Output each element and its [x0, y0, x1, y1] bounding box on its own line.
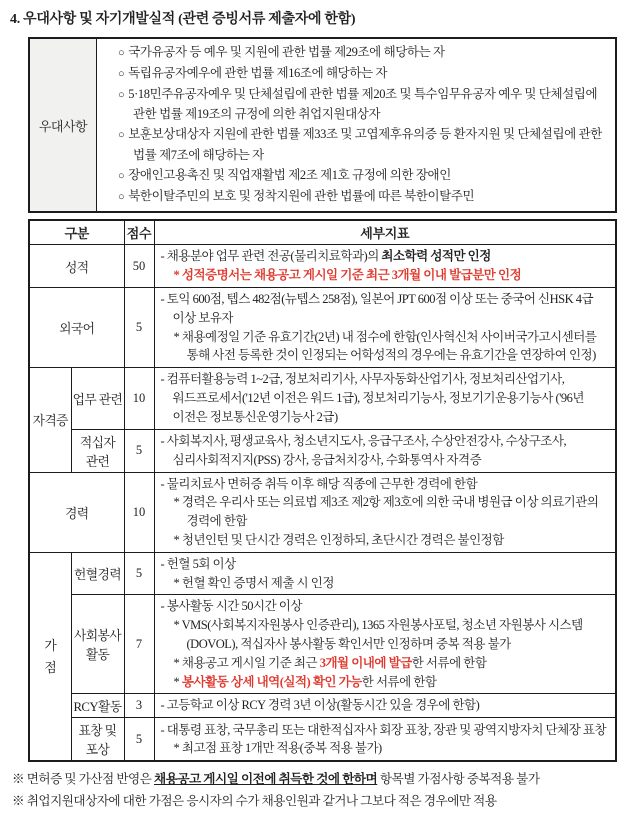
row-language-category: 외국어 — [29, 287, 124, 367]
row-cert-redcross-score: 5 — [124, 429, 154, 472]
plain-text: - 고등학교 이상 RCY 경력 3년 이상(활동시간 있을 경우에 한함) — [160, 698, 480, 713]
emphasized-text: 채용공고 게시일 이전에 취득한 것에 한하며 — [154, 772, 378, 787]
header-category: 구분 — [29, 220, 124, 245]
row-grade — [29, 245, 616, 288]
circle-bullet-icon: ○ — [118, 129, 125, 142]
row-award-score: 5 — [124, 718, 154, 762]
plain-text: * — [173, 674, 182, 689]
row-career-detail — [154, 472, 616, 552]
plain-text: - 사회복지사, 평생교육사, 청소년지도사, 응급구조사, 수상안전강사, 수상구조사, 심리사회적지지(PSS) 강사, 응급처치강사, 수화통역사 자격증 — [160, 433, 567, 467]
plain-text: - 봉사활동 시간 50시간 이상 — [160, 599, 302, 614]
plain-text: - 채용분야 업무 관련 전공(물리치료학과)의 — [160, 249, 382, 264]
text-line — [161, 555, 612, 574]
preference-item — [103, 166, 610, 187]
row-language — [29, 287, 616, 367]
plain-text: * 최고점 표창 1개만 적용(중복 적용 불가) — [173, 741, 382, 756]
plain-text: * 채용공고 게시일 기준 최근 — [173, 655, 320, 670]
emphasized-text: * 성적증명서는 채용공고 게시일 기준 최근 3개월 이내 발급분만 인정 — [173, 268, 522, 283]
text-line — [12, 791, 617, 813]
row-rcy-detail — [154, 694, 616, 718]
row-cert-redcross — [29, 429, 616, 472]
section-title: 4. 우대사항 및 자기개발실적 (관련 증빙서류 제출자에 한함) — [10, 12, 356, 27]
plain-text: * 청년인턴 및 단시간 경력은 인정하되, 초단시간 경력은 불인정함 — [173, 532, 504, 547]
text-line — [161, 739, 612, 758]
plain-text: - 컴퓨터활용능력 1~2급, 정보처리기사, 사무자동화산업기사, 정보처리산업기사, 워드프로세서('12년 이전은 워드 1급), 정보처리기능사, 정보기기운용기능사 ('96년 이전은 정보통신운영기능사 2급) — [160, 372, 584, 424]
plain-text: - 물리치료사 면허증 취득 이후 해당 직종에 근무한 경력에 한함 — [160, 476, 478, 491]
row-cert-work-detail — [154, 368, 616, 429]
score-table-header-row — [29, 220, 616, 245]
text-line — [161, 531, 612, 550]
text-line — [161, 370, 612, 426]
text-line — [161, 328, 612, 366]
preference-row — [29, 38, 616, 212]
row-cert-redcross-detail — [154, 429, 616, 472]
plain-text: - 토익 600점, 텝스 482점(뉴텝스 258점), 일본어 JPT 600점 이상 또는 중국어 신HSK 4급 이상 보유자 — [160, 291, 594, 325]
preference-item-text: 독립유공자예우에 관한 법률 제16조에 해당하는 자 — [128, 65, 388, 80]
plain-text: 한 서류에 한함 — [361, 674, 437, 689]
preference-item-text: 5·18민주유공자예우 및 단체설립에 관한 법률 제20조 및 특수임무유공자 예우 및 단체설립에 관한 법률 제19조의 규정에 의한 취업지원대상자 — [128, 86, 598, 122]
row-blood-donation-score: 5 — [124, 552, 154, 595]
text-line — [161, 247, 612, 266]
row-cert-work-score: 10 — [124, 368, 154, 429]
row-cert-work — [29, 368, 616, 429]
preference-item-text: 국가유공자 등 예우 및 지원에 관한 법률 제29조에 해당하는 자 — [128, 45, 445, 59]
text-line — [161, 654, 612, 673]
plain-text: - 헌혈 5회 이상 — [160, 556, 236, 571]
preference-item — [103, 43, 610, 64]
text-line — [161, 290, 612, 328]
text-line — [161, 475, 612, 494]
row-career-score: 10 — [124, 472, 154, 552]
preference-item-text: 북한이탈주민의 보호 및 정착지원에 관한 법률에 따른 북한이탈주민 — [128, 188, 475, 203]
row-career — [29, 472, 616, 552]
row-grade-detail — [154, 245, 616, 288]
emphasized-text: 3개월 이내에 발급 — [319, 655, 412, 670]
circle-bullet-icon: ○ — [118, 88, 125, 101]
header-score: 점수 — [124, 220, 154, 245]
circle-bullet-icon: ○ — [118, 67, 125, 80]
row-blood-donation-category: 헌혈경력 — [71, 552, 124, 595]
text-line — [12, 769, 617, 791]
preference-item-text: 장애인고용촉진 및 직업재활법 제2조 제1호 규정에 의한 장애인 — [128, 167, 451, 182]
plain-text: * VMS(사회복지자원봉사 인증관리), 1365 자원봉사포털, 청소년 자원봉사 시스템(DOVOL), 적십자사 봉사활동 확인서만 인정하며 중복 적용 불가 — [173, 618, 583, 651]
row-award-detail — [154, 718, 616, 762]
footnotes — [12, 769, 617, 812]
text-line — [161, 432, 612, 470]
preference-item-text: 보훈보상대상자 지원에 관한 법률 제33조 및 고엽제후유의증 등 환자지원 및 단체설립에 관한 법률 제7조에 해당하는 자 — [128, 127, 602, 162]
text-line — [161, 616, 612, 654]
plain-text: - 대통령 표창, 국무총리 또는 대한적십자사 회장 표창, 장관 및 광역지방자치 단체장 표창 — [160, 722, 607, 737]
header-detail: 세부지표 — [154, 220, 616, 245]
row-grade-category: 성적 — [29, 245, 124, 288]
row-volunteer-category: 사회봉사 활동 — [71, 595, 124, 694]
text-line — [161, 574, 612, 593]
plain-text: * 경력은 우리사 또는 의료법 제3조 제2항 제3호에 의한 국내 병원급 이상 의료기관의 경력에 한함 — [173, 495, 599, 529]
preference-content-cell — [97, 38, 617, 212]
circle-bullet-icon: ○ — [118, 190, 125, 203]
plain-text: 한 서류에 한함 — [411, 655, 487, 670]
plain-text: * 채용예정일 기준 유효기간(2년) 내 점수에 한함(인사혁신처 사이버국가고시센터를 통해 사전 등록한 것이 인정되는 어학성적의 경우에는 유효기간을 연장하여 인정) — [173, 329, 597, 363]
circle-bullet-icon: ○ — [118, 169, 125, 182]
row-rcy — [29, 694, 616, 718]
text-line — [161, 597, 612, 616]
preference-item — [103, 125, 610, 166]
row-cert-redcross-category: 적십자 관련 — [71, 429, 124, 472]
group-bonus-points — [29, 552, 71, 761]
row-volunteer-detail — [154, 595, 616, 694]
preference-item — [103, 64, 610, 85]
emphasized-text: 봉사활동 상세 내역(실적) 확인 가능 — [181, 674, 362, 689]
preference-item — [103, 187, 610, 208]
row-grade-score: 50 — [124, 245, 154, 288]
plain-text: 항목별 가점사항 중복적용 불가 — [377, 772, 540, 787]
footnote-license — [12, 769, 617, 791]
emphasized-text: 최소학력 성적만 인정 — [381, 249, 491, 264]
row-cert-work-category: 업무 관련 — [71, 368, 124, 429]
footnote-employment-support — [12, 791, 617, 813]
text-line — [161, 493, 612, 531]
plain-text: * 헌혈 확인 증명서 제출 시 인정 — [173, 575, 334, 590]
row-volunteer — [29, 595, 616, 694]
row-career-category: 경력 — [29, 472, 124, 552]
text-line — [161, 266, 612, 285]
row-language-detail — [154, 287, 616, 367]
text-line — [161, 696, 612, 715]
row-volunteer-score: 7 — [124, 595, 154, 694]
row-rcy-category: RCY활동 — [71, 694, 124, 718]
row-blood-donation — [29, 552, 616, 595]
preference-item — [103, 85, 610, 126]
plain-text: ※ 면허증 및 가산점 반영은 — [12, 772, 154, 787]
group-certificates: 자격증 — [29, 368, 71, 472]
row-award — [29, 718, 616, 762]
row-rcy-score: 3 — [124, 694, 154, 718]
preference-label-cell: 우대사항 — [29, 38, 97, 212]
text-line — [161, 721, 612, 740]
row-award-category: 표창 및 포상 — [71, 718, 124, 762]
row-language-score: 5 — [124, 287, 154, 367]
preference-table — [28, 37, 617, 213]
group-bonus-points-label: 가점 — [44, 638, 57, 675]
score-table — [28, 219, 617, 762]
circle-bullet-icon: ○ — [118, 47, 125, 59]
plain-text: ※ 취업지원대상자에 대한 가점은 응시자의 수가 채용인원과 같거나 그보다 적은 경우에만 적용 — [12, 793, 497, 808]
text-line — [161, 673, 612, 692]
row-blood-donation-detail — [154, 552, 616, 595]
